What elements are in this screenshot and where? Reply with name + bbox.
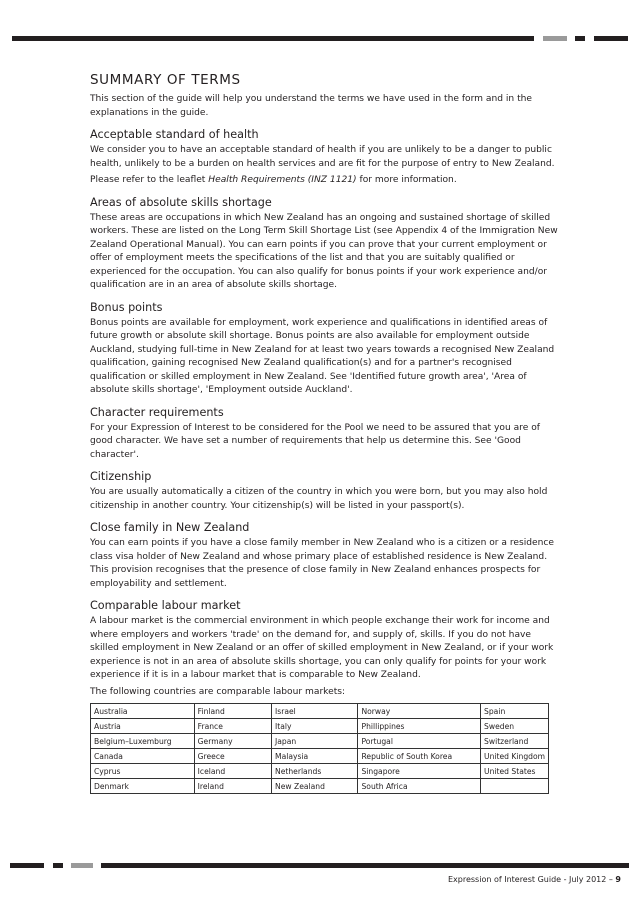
country-cell: Malaysia — [272, 749, 358, 764]
country-cell: France — [194, 719, 271, 734]
country-cell: Switzerland — [481, 734, 549, 749]
bonus-points-paragraph: Bonus points are available for employment, work experience and qualifications in identified areas of future growth or absolute skill shortage. Bonus points are also available for employment outside Auckland, studying full-time in New Zealand for at least two years towards a recognised New Zealand qualification, gaining recognised New Zealand qualification(s) and for a partner's recognised qualification or skilled employment in New Zealand. See 'Identified future growth area', 'Area of absolute skills shortage', 'Employment outside Auckland'. — [90, 317, 555, 395]
leaflet-title: Health Requirements (INZ 1121) — [208, 175, 357, 185]
heading-close-family: Close family in New Zealand — [90, 521, 250, 534]
main-content — [90, 72, 560, 794]
country-cell: Australia — [91, 704, 195, 719]
countries-table — [90, 703, 549, 794]
country-cell: United Kingdom — [481, 749, 549, 764]
country-cell: Spain — [481, 704, 549, 719]
heading-skills-shortage: Areas of absolute skills shortage — [90, 195, 272, 209]
country-cell: Ireland — [194, 779, 271, 794]
country-cell: Singapore — [358, 764, 481, 779]
heading-bonus-points: Bonus points — [90, 300, 163, 314]
footer-text: Expression of Interest Guide - July 2012 – — [447, 875, 616, 884]
table-row — [91, 719, 549, 734]
country-cell: Germany — [194, 734, 271, 749]
country-cell: Norway — [358, 704, 481, 719]
top-end-block — [594, 36, 628, 41]
country-cell: United States — [481, 764, 549, 779]
country-cell — [481, 779, 549, 794]
labour-market-paragraph: A labour market is the commercial environment in which people exchange their work for income and where employers and workers 'trade' on the demand for, and supply of, skills. If you do not have skilled employment in New Zealand or an offer of skilled employment in New Zealand, or if your work experience is not in an area of absolute skills shortage, you can only qualify for points for your work experience if it is in a labour market that is comparable to New Zealand. — [90, 616, 554, 680]
country-cell: Netherlands — [272, 764, 358, 779]
country-cell: Italy — [272, 719, 358, 734]
country-cell: Canada — [91, 749, 195, 764]
country-cell: Iceland — [194, 764, 271, 779]
country-cell: Greece — [194, 749, 271, 764]
bottom-small-block — [53, 863, 63, 868]
country-cell: Phillippines — [358, 719, 481, 734]
country-cell: Japan — [272, 734, 358, 749]
table-row — [91, 779, 549, 794]
country-cell: New Zealand — [272, 779, 358, 794]
country-cell: Belgium–Luxemburg — [91, 734, 195, 749]
top-small-block — [575, 36, 585, 41]
table-row — [91, 764, 549, 779]
country-cell: Sweden — [481, 719, 549, 734]
table-row — [91, 749, 549, 764]
page-number: 9 — [615, 875, 621, 884]
table-row — [91, 734, 549, 749]
citizenship-paragraph: You are usually automatically a citizen of the country in which you were born, but you may also hold citizenship in another country. Your citizenship(s) will be listed in your passport(s). — [90, 487, 548, 511]
country-cell: Austria — [91, 719, 195, 734]
page-title: SUMMARY OF TERMS — [90, 72, 241, 88]
page-footer — [448, 875, 621, 884]
countries-intro: The following countries are comparable labour markets: — [90, 686, 346, 697]
country-cell: South Africa — [358, 779, 481, 794]
health-leaflet-paragraph: Please refer to the leaflet Health Requirements (INZ 1121) for more information. — [90, 175, 457, 185]
top-grey-block — [543, 36, 567, 41]
skills-shortage-paragraph: These areas are occupations in which New Zealand has an ongoing and sustained shortage of skilled workers. These are listed on the Long Term Skill Shortage List (see Appendix 4 of the Immigration New Zealand Operational Manual). You can earn points if you can prove that your current employment or offer of employment meets the specifications of the list and that you are suitably qualified or experienced for the occupation. You can also qualify for bonus points if your work experience and/or qualification are in an area of absolute skills shortage. — [90, 212, 558, 290]
bottom-grey-block — [71, 863, 93, 868]
heading-character: Character requirements — [90, 405, 224, 419]
top-rule — [12, 36, 534, 41]
bottom-end-block — [10, 863, 44, 868]
close-family-paragraph: You can earn points if you have a close family member in New Zealand who is a citizen or a residence class visa holder of New Zealand and whose primary place of established residence is New Zealand. This provision recognises that the presence of close family in New Zealand enhances prospects for employability and settlement. — [90, 538, 554, 589]
health-paragraph: We consider you to have an acceptable standard of health if you are unlikely to be a danger to public health, unlikely to be a burden on health services and are fit for the purpose of entry to New Zealand. — [90, 145, 555, 169]
country-cell: Cyprus — [91, 764, 195, 779]
heading-labour-market: Comparable labour market — [90, 599, 241, 612]
table-row — [91, 704, 549, 719]
country-cell: Israel — [272, 704, 358, 719]
country-cell: Portugal — [358, 734, 481, 749]
country-cell: Finland — [194, 704, 271, 719]
country-cell: Republic of South Korea — [358, 749, 481, 764]
bottom-rule — [101, 863, 629, 868]
country-cell: Denmark — [91, 779, 195, 794]
intro-text: This section of the guide will help you understand the terms we have used in the form and in the explanations in the guide. — [90, 94, 533, 118]
character-paragraph: For your Expression of Interest to be considered for the Pool we need to be assured that you are of good character. We have set a number of requirements that help us determine this. See 'Good character'. — [90, 422, 540, 460]
heading-citizenship: Citizenship — [90, 470, 152, 483]
heading-acceptable-health: Acceptable standard of health — [90, 128, 259, 141]
